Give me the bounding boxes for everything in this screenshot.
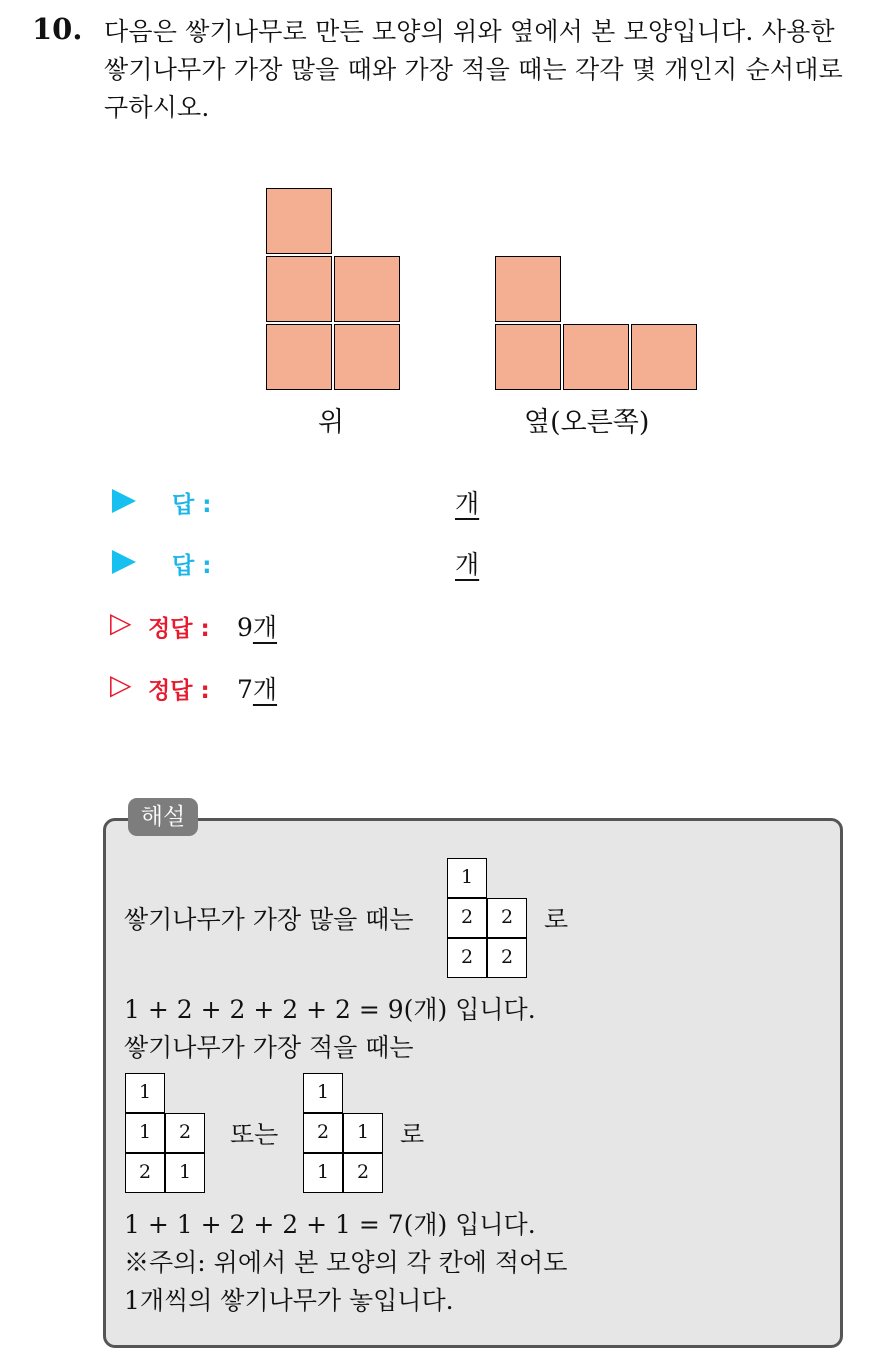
question-text-line-3: 구하시오. [104, 93, 210, 122]
top-view-label: 위 [318, 407, 345, 438]
max-intro-text: 쌓기나무가 가장 많을 때는 [124, 905, 414, 934]
grid-cell: 2 [447, 898, 487, 938]
note-text-line-1: ※주의: 위에서 본 모양의 각 칸에 적어도 [124, 1248, 568, 1277]
correct-number: 7 [237, 675, 253, 704]
side-view-cell [631, 324, 697, 390]
grid-cell: 1 [165, 1153, 205, 1193]
answer-arrow-icon [112, 489, 136, 513]
grid-cell: 1 [303, 1073, 343, 1113]
side-view-label: 옆(오른쪽) [524, 407, 650, 438]
side-view-cell [495, 324, 561, 390]
question-number: 10. [32, 12, 83, 46]
side-view-figure [495, 256, 699, 392]
min-count-grid-b [303, 1073, 383, 1193]
note-text-line-2: 1개씩의 쌓기나무가 놓입니다. [124, 1286, 454, 1315]
max-sum-text: 1 + 2 + 2 + 2 + 2 = 9(개) 입니다. [124, 995, 536, 1024]
correct-value [237, 608, 277, 644]
grid-cell: 1 [343, 1113, 383, 1153]
correct-label: 정답 : [148, 616, 210, 642]
correct-number: 9 [237, 613, 253, 642]
grid-cell: 2 [487, 938, 527, 978]
side-view-cell [495, 256, 561, 322]
top-view-cell [334, 256, 400, 322]
correct-label: 정답 : [148, 678, 210, 704]
grid-cell: 1 [125, 1113, 165, 1153]
correct-unit: 개 [252, 613, 278, 642]
min-intro-text: 쌓기나무가 가장 적을 때는 [124, 1033, 414, 1062]
ro-text: 로 [400, 1120, 425, 1149]
top-view-cell [266, 324, 332, 390]
ro-text: 로 [544, 905, 569, 934]
answer-label: 답 : [172, 492, 212, 518]
or-text: 또는 [230, 1120, 279, 1149]
answer-unit: 개 [455, 489, 480, 518]
grid-cell: 2 [487, 898, 527, 938]
grid-cell: 1 [303, 1153, 343, 1193]
answer-unit: 개 [455, 550, 480, 579]
top-view-cell [266, 188, 332, 254]
correct-unit: 개 [252, 675, 278, 704]
grid-cell: 1 [125, 1073, 165, 1113]
correct-arrow-icon: ▷ [110, 668, 132, 701]
side-view-cell [563, 324, 629, 390]
min-count-grid-a [125, 1073, 205, 1193]
correct-value [237, 670, 277, 706]
answer-arrow-icon [112, 550, 136, 574]
max-count-grid [447, 858, 527, 978]
grid-cell: 2 [165, 1113, 205, 1153]
top-view-figure [266, 188, 402, 392]
grid-cell: 2 [343, 1153, 383, 1193]
grid-cell: 2 [303, 1113, 343, 1153]
grid-cell: 2 [447, 938, 487, 978]
min-sum-text: 1 + 1 + 2 + 2 + 1 = 7(개) 입니다. [124, 1210, 536, 1239]
top-view-cell [334, 324, 400, 390]
question-text-line-2: 쌓기나무가 가장 많을 때와 가장 적을 때는 각각 몇 개인지 순서대로 [104, 55, 843, 84]
answer-label: 답 : [172, 553, 212, 579]
explanation-tag: 해설 [128, 798, 198, 836]
grid-cell: 1 [447, 858, 487, 898]
correct-arrow-icon: ▷ [110, 606, 132, 639]
grid-cell: 2 [125, 1153, 165, 1193]
top-view-cell [266, 256, 332, 322]
question-text-line-1: 다음은 쌓기나무로 만든 모양의 위와 옆에서 본 모양입니다. 사용한 [104, 17, 835, 46]
